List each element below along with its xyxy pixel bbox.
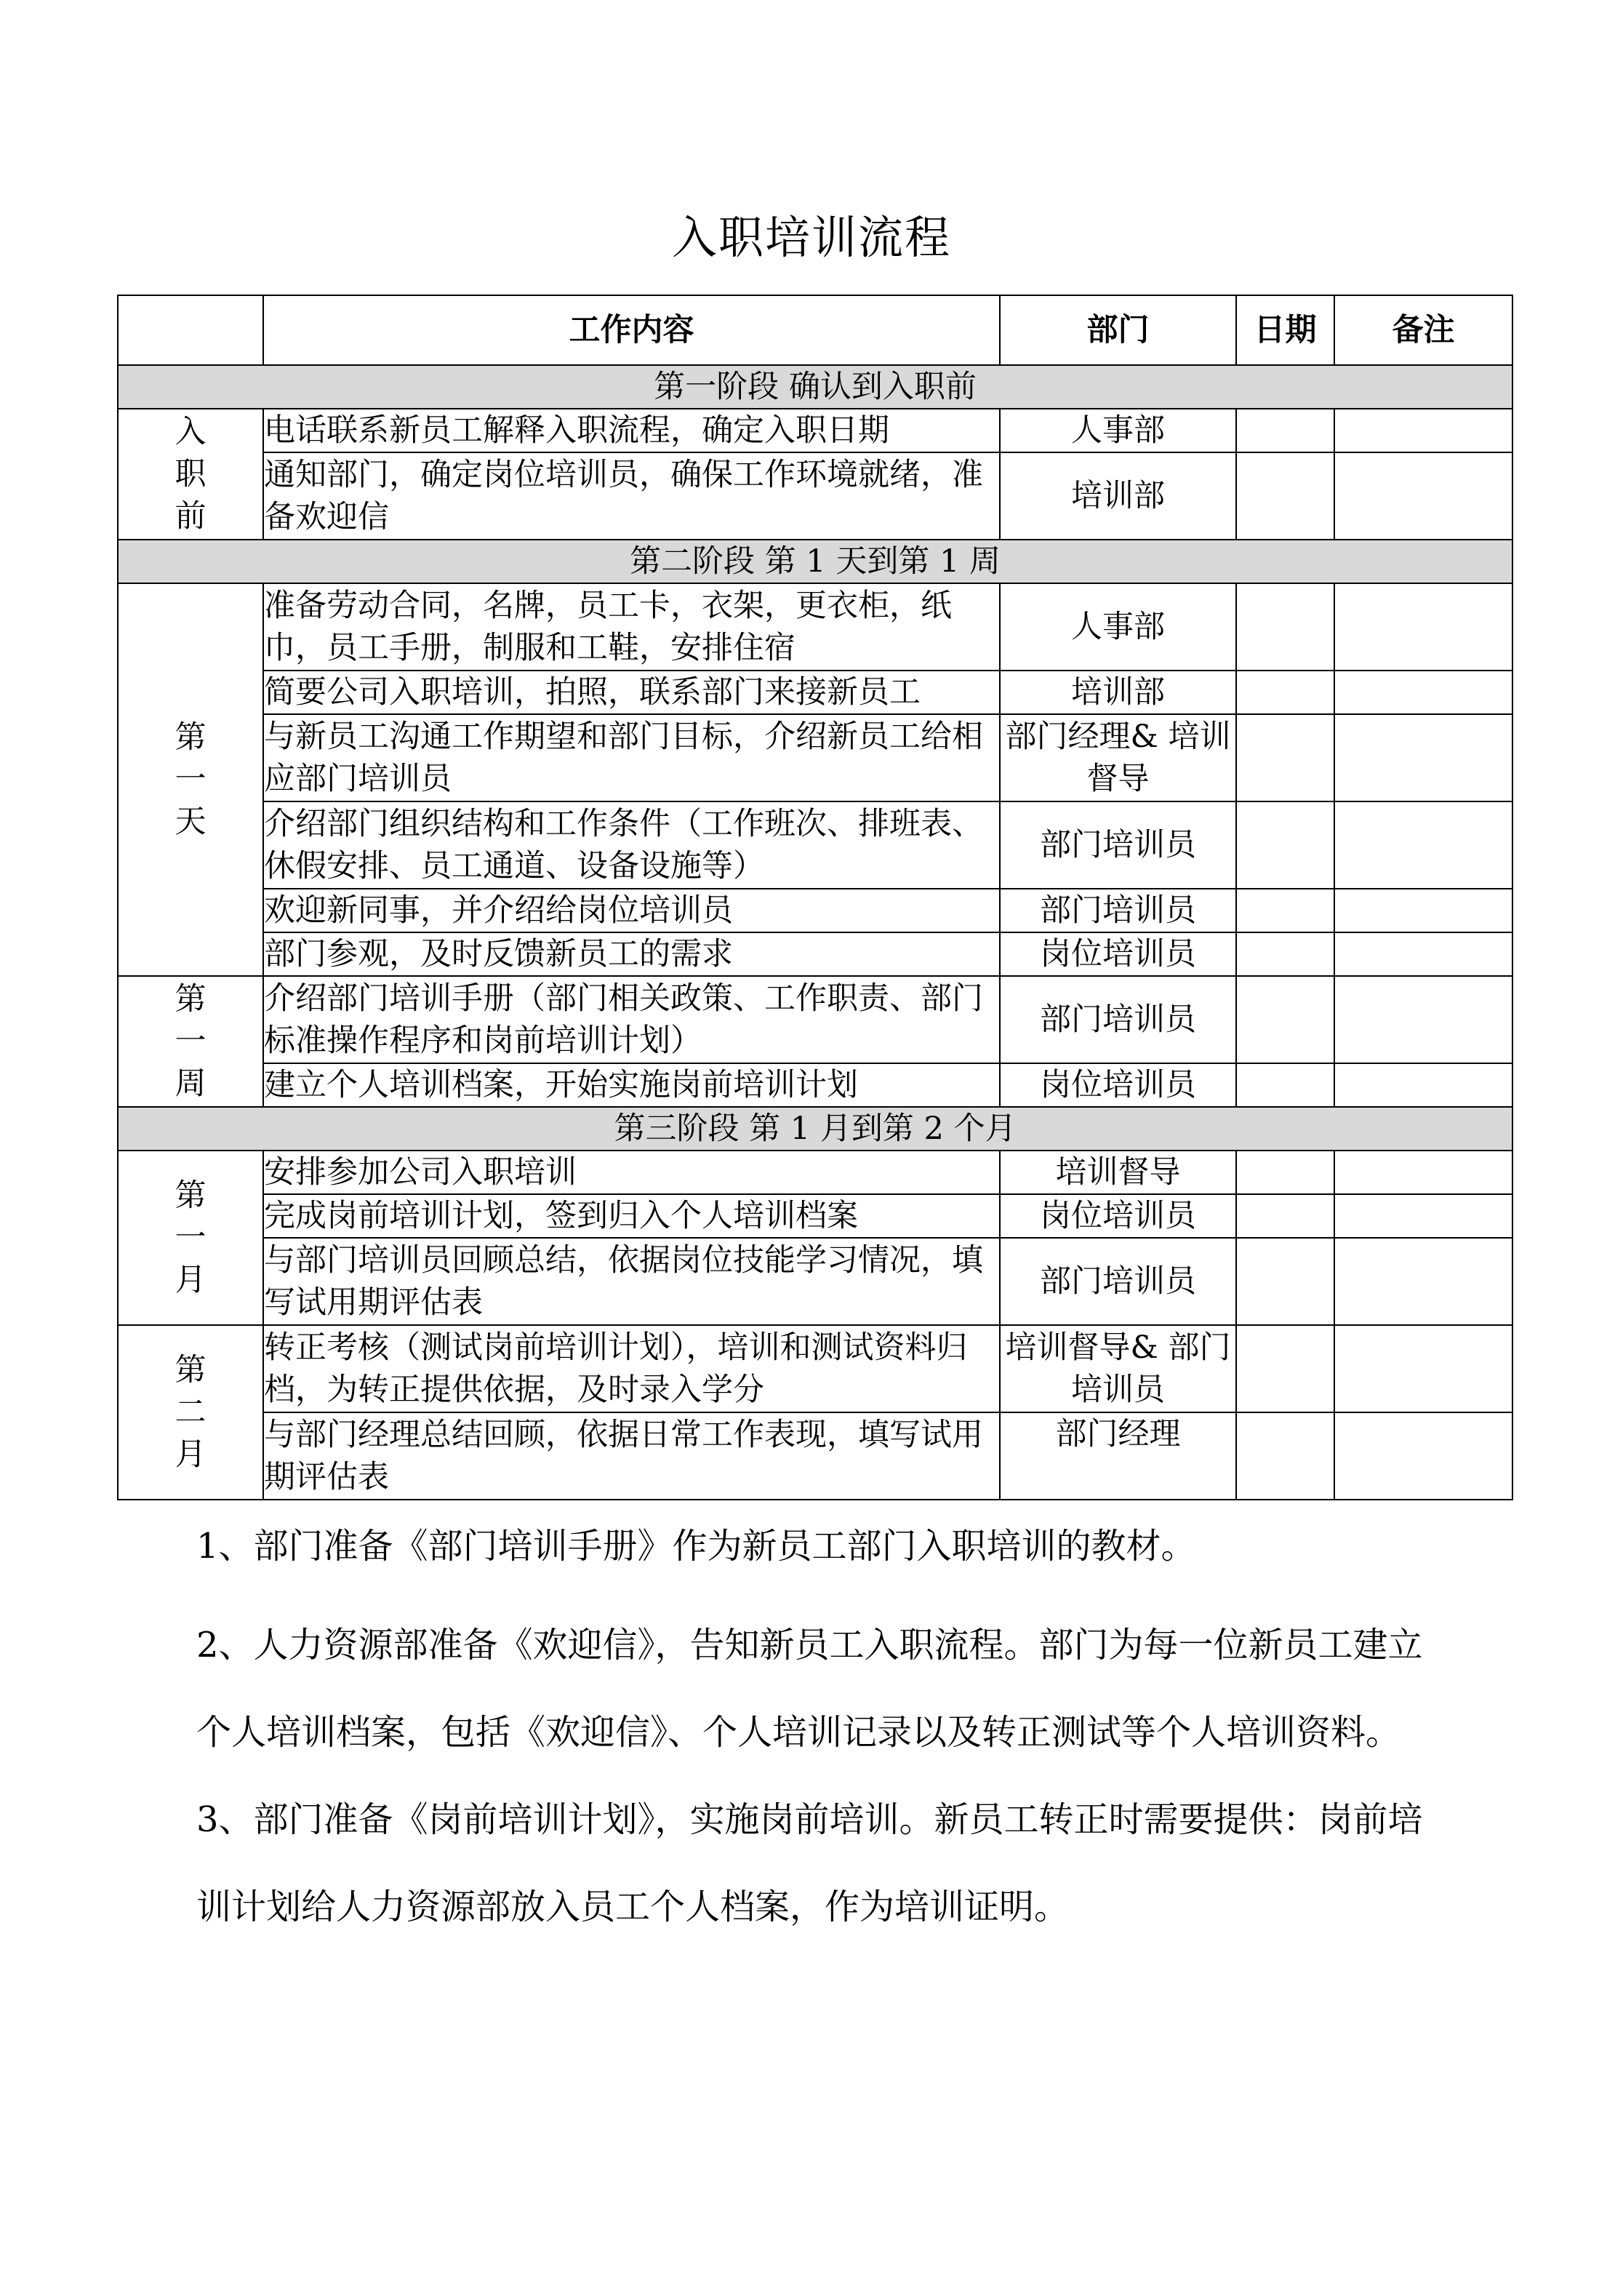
remarks-cell	[1334, 976, 1512, 1063]
stage-title: 第一阶段 确认到入职前	[118, 365, 1512, 409]
remarks-cell	[1334, 1325, 1512, 1412]
date-cell	[1236, 714, 1334, 801]
table-row	[118, 1151, 1512, 1194]
remarks-cell	[1334, 1151, 1512, 1194]
remarks-cell	[1334, 671, 1512, 714]
remarks-cell	[1334, 889, 1512, 932]
table-row	[118, 671, 1512, 714]
remarks-cell	[1334, 452, 1512, 540]
table-row	[118, 409, 1512, 452]
notes-section	[196, 1514, 1432, 1951]
date-cell	[1236, 452, 1334, 540]
date-cell	[1236, 583, 1334, 671]
dept-cell: 培训督导& 部门培训员	[1000, 1325, 1236, 1412]
work-cell: 转正考核（测试岗前培训计划），培训和测试资料归档，为转正提供依据，及时录入学分	[263, 1325, 1000, 1412]
remarks-cell	[1334, 932, 1512, 976]
dept-cell: 人事部	[1000, 409, 1236, 452]
remarks-cell	[1334, 714, 1512, 801]
table-row	[118, 1325, 1512, 1412]
work-cell: 完成岗前培训计划，签到归入个人培训档案	[263, 1194, 1000, 1238]
dept-cell: 部门培训员	[1000, 1238, 1236, 1325]
date-cell	[1236, 1238, 1334, 1325]
table-row	[118, 452, 1512, 540]
header-remarks: 备注	[1334, 295, 1512, 365]
work-cell: 通知部门，确定岗位培训员，确保工作环境就绪，准备欢迎信	[263, 452, 1000, 540]
date-cell	[1236, 1325, 1334, 1412]
group-label-day-one: 第 一 天	[118, 583, 263, 976]
date-cell	[1236, 932, 1334, 976]
table-row	[118, 932, 1512, 976]
dept-cell: 岗位培训员	[1000, 1063, 1236, 1107]
remarks-cell	[1334, 1412, 1512, 1500]
dept-cell: 部门经理	[1000, 1412, 1236, 1500]
stage-row-1	[118, 365, 1512, 409]
work-cell: 安排参加公司入职培训	[263, 1151, 1000, 1194]
work-cell: 简要公司入职培训，拍照，联系部门来接新员工	[263, 671, 1000, 714]
date-cell	[1236, 801, 1334, 889]
dept-cell: 部门培训员	[1000, 801, 1236, 889]
dept-cell: 培训部	[1000, 452, 1236, 540]
work-cell: 与部门经理总结回顾，依据日常工作表现，填写试用期评估表	[263, 1412, 1000, 1500]
work-cell: 与新员工沟通工作期望和部门目标，介绍新员工给相应部门培训员	[263, 714, 1000, 801]
remarks-cell	[1334, 1063, 1512, 1107]
work-cell: 介绍部门组织结构和工作条件（工作班次、排班表、休假安排、员工通道、设备设施等）	[263, 801, 1000, 889]
note-paragraph: 2、人力资源部准备《欢迎信》，告知新员工入职流程。部门为每一位新员工建立个人培训档案，包括《欢迎信》、个人培训记录以及转正测试等个人培训资料。	[196, 1625, 1423, 1753]
dept-cell: 部门培训员	[1000, 889, 1236, 932]
header-department: 部门	[1000, 295, 1236, 365]
work-cell: 建立个人培训档案，开始实施岗前培训计划	[263, 1063, 1000, 1107]
group-label-month-two: 第 二 月	[118, 1325, 263, 1500]
onboarding-table	[117, 295, 1513, 1500]
group-label-month-one: 第 一 月	[118, 1151, 263, 1325]
dept-cell: 人事部	[1000, 583, 1236, 671]
group-label-before-onboarding: 入 职 前	[118, 409, 263, 540]
remarks-cell	[1334, 1238, 1512, 1325]
page-title: 入职培训流程	[671, 211, 951, 264]
table-row	[118, 1238, 1512, 1325]
stage-row-2	[118, 540, 1512, 583]
date-cell	[1236, 409, 1334, 452]
work-cell: 准备劳动合同，名牌，员工卡，衣架，更衣柜，纸巾，员工手册，制服和工鞋，安排住宿	[263, 583, 1000, 671]
table-row	[118, 801, 1512, 889]
header-stage	[118, 295, 263, 365]
date-cell	[1236, 671, 1334, 714]
table-header-row	[118, 295, 1512, 365]
table-row	[118, 889, 1512, 932]
table-row	[118, 583, 1512, 671]
note-paragraph: 1、部门准备《部门培训手册》作为新员工部门入职培训的教材。	[196, 1526, 1196, 1567]
dept-cell: 培训部	[1000, 671, 1236, 714]
date-cell	[1236, 1063, 1334, 1107]
date-cell	[1236, 1194, 1334, 1238]
work-cell: 欢迎新同事，并介绍给岗位培训员	[263, 889, 1000, 932]
dept-cell: 岗位培训员	[1000, 932, 1236, 976]
dept-cell: 岗位培训员	[1000, 1194, 1236, 1238]
header-work-content: 工作内容	[263, 295, 1000, 365]
table-row	[118, 1412, 1512, 1500]
remarks-cell	[1334, 409, 1512, 452]
remarks-cell	[1334, 583, 1512, 671]
table-row	[118, 1063, 1512, 1107]
work-cell: 电话联系新员工解释入职流程，确定入职日期	[263, 409, 1000, 452]
stage-title: 第二阶段 第 1 天到第 1 周	[118, 540, 1512, 583]
work-cell: 介绍部门培训手册（部门相关政策、工作职责、部门标准操作程序和岗前培训计划）	[263, 976, 1000, 1063]
date-cell	[1236, 1412, 1334, 1500]
stage-title: 第三阶段 第 1 月到第 2 个月	[118, 1107, 1512, 1151]
stage-row-3	[118, 1107, 1512, 1151]
table-row	[118, 976, 1512, 1063]
remarks-cell	[1334, 1194, 1512, 1238]
dept-cell: 部门经理& 培训督导	[1000, 714, 1236, 801]
dept-cell: 培训督导	[1000, 1151, 1236, 1194]
header-date: 日期	[1236, 295, 1334, 365]
date-cell	[1236, 1151, 1334, 1194]
remarks-cell	[1334, 801, 1512, 889]
work-cell: 部门参观，及时反馈新员工的需求	[263, 932, 1000, 976]
date-cell	[1236, 889, 1334, 932]
table-row	[118, 714, 1512, 801]
date-cell	[1236, 976, 1334, 1063]
dept-cell: 部门培训员	[1000, 976, 1236, 1063]
table-row	[118, 1194, 1512, 1238]
group-label-week-one: 第 一 周	[118, 976, 263, 1107]
work-cell: 与部门培训员回顾总结，依据岗位技能学习情况，填写试用期评估表	[263, 1238, 1000, 1325]
note-paragraph: 3、部门准备《岗前培训计划》，实施岗前培训。新员工转正时需要提供：岗前培训计划给人力资源部放入员工个人档案，作为培训证明。	[196, 1799, 1423, 1927]
